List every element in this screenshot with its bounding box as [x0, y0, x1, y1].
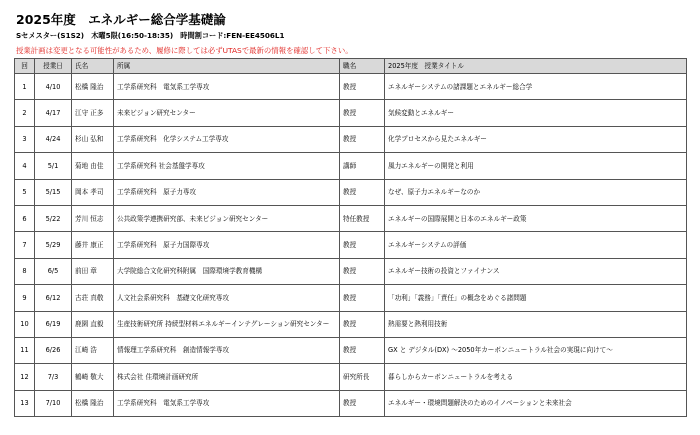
cell-no: 9 [15, 285, 35, 311]
header-date: 授業日 [35, 59, 72, 74]
cell-date: 5/15 [35, 179, 72, 205]
cell-no: 8 [15, 258, 35, 284]
cell-topic: 「功利」「義務」「責任」の概念をめぐる諸問題 [385, 285, 687, 311]
cell-no: 5 [15, 179, 35, 205]
cell-name: 古荘 真敬 [72, 285, 114, 311]
header-position: 職名 [340, 59, 385, 74]
cell-name: 藤井 康正 [72, 232, 114, 258]
table-row [15, 337, 687, 363]
cell-topic: 気候変動とエネルギー [385, 100, 687, 126]
cell-topic: エネルギーシステムの諸課題とエネルギー総合学 [385, 74, 687, 100]
table-header-row [15, 59, 687, 74]
cell-name: 江守 正多 [72, 100, 114, 126]
cell-topic: エネルギー技術の投資とファイナンス [385, 258, 687, 284]
cell-no: 10 [15, 311, 35, 337]
cell-name: 芳川 恒志 [72, 205, 114, 231]
table-row [15, 311, 687, 337]
cell-topic: エネルギーの国際展開と日本のエネルギー政策 [385, 205, 687, 231]
cell-affiliation: 工学系研究科 化学システム工学専攻 [114, 126, 340, 152]
cell-position: 教授 [340, 285, 385, 311]
cell-date: 5/22 [35, 205, 72, 231]
cell-affiliation: 工学系研究科 社会基盤学専攻 [114, 153, 340, 179]
cell-affiliation: 株式会社 住環境計画研究所 [114, 364, 340, 390]
table-row [15, 390, 687, 416]
cell-date: 4/10 [35, 74, 72, 100]
cell-topic: 風力エネルギーの開発と利用 [385, 153, 687, 179]
cell-date: 6/12 [35, 285, 72, 311]
cell-date: 6/19 [35, 311, 72, 337]
cell-affiliation: 工学系研究科 原子力専攻 [114, 179, 340, 205]
cell-date: 7/3 [35, 364, 72, 390]
table-row [15, 179, 687, 205]
cell-position: 教授 [340, 126, 385, 152]
cell-position: 教授 [340, 337, 385, 363]
table-row [15, 232, 687, 258]
cell-position: 教授 [340, 179, 385, 205]
cell-position: 教授 [340, 232, 385, 258]
cell-name: 杉山 弘和 [72, 126, 114, 152]
table-row [15, 126, 687, 152]
header-affiliation: 所属 [114, 59, 340, 74]
session-info: Sセメスター(S1S2) 木曜5限(16:50-18:35) 時間割コード:FEN-EE4506L1 [16, 31, 285, 40]
cell-affiliation: 生産技術研究所 持続型材料エネルギーインテグレーション研究センター [114, 311, 340, 337]
cell-date: 5/29 [35, 232, 72, 258]
cell-position: 講師 [340, 153, 385, 179]
cell-topic: エネルギー・環境問題解決のためのイノベーションと未来社会 [385, 390, 687, 416]
cell-date: 6/5 [35, 258, 72, 284]
schedule-table [14, 58, 687, 417]
cell-name: 松橋 隆治 [72, 390, 114, 416]
cell-name: 鶴崎 敬大 [72, 364, 114, 390]
cell-name: 前田 章 [72, 258, 114, 284]
table-row [15, 258, 687, 284]
table-row [15, 74, 687, 100]
cell-topic: 熱需要と熱利用技術 [385, 311, 687, 337]
cell-position: 教授 [340, 74, 385, 100]
cell-topic: GX と デジタル(DX) ～2050年カーボンニュートラル社会の実現に向けて～ [385, 337, 687, 363]
table-row [15, 364, 687, 390]
cell-date: 4/17 [35, 100, 72, 126]
cell-date: 7/10 [35, 390, 72, 416]
cell-name: 菊地 由佳 [72, 153, 114, 179]
cell-no: 1 [15, 74, 35, 100]
cell-position: 研究所長 [340, 364, 385, 390]
cell-affiliation: 公共政策学連携研究部、未来ビジョン研究センター [114, 205, 340, 231]
table-row [15, 153, 687, 179]
table-row [15, 100, 687, 126]
cell-no: 3 [15, 126, 35, 152]
cell-position: 教授 [340, 311, 385, 337]
cell-name: 江崎 浩 [72, 337, 114, 363]
cell-no: 2 [15, 100, 35, 126]
cell-affiliation: 大学院総合文化研究科附属 国際環境学教育機構 [114, 258, 340, 284]
cell-no: 7 [15, 232, 35, 258]
cell-topic: 化学プロセスから見たエネルギー [385, 126, 687, 152]
cell-no: 6 [15, 205, 35, 231]
page-title: 2025年度 エネルギー総合学基礎論 [16, 12, 226, 27]
cell-position: 教授 [340, 258, 385, 284]
cell-position: 教授 [340, 100, 385, 126]
update-notice: 授業計画は変更となる可能性があるため、履修に際しては必ずUTASで最新の情報を確認して下さい。 [16, 46, 353, 55]
cell-affiliation: 工学系研究科 電気系工学専攻 [114, 74, 340, 100]
cell-topic: なぜ、原子力エネルギーなのか [385, 179, 687, 205]
cell-no: 13 [15, 390, 35, 416]
table-row [15, 205, 687, 231]
cell-date: 5/1 [35, 153, 72, 179]
cell-topic: エネルギーシステムの評価 [385, 232, 687, 258]
cell-affiliation: 工学系研究科 原子力国際専攻 [114, 232, 340, 258]
header-name: 氏名 [72, 59, 114, 74]
header-topic: 2025年度 授業タイトル [385, 59, 687, 74]
cell-no: 12 [15, 364, 35, 390]
cell-affiliation: 未来ビジョン研究センター [114, 100, 340, 126]
cell-name: 松橋 隆治 [72, 74, 114, 100]
cell-affiliation: 情報理工学系研究科 創造情報学専攻 [114, 337, 340, 363]
table-row [15, 285, 687, 311]
cell-name: 鹿園 直毅 [72, 311, 114, 337]
cell-affiliation: 工学系研究科 電気系工学専攻 [114, 390, 340, 416]
cell-no: 4 [15, 153, 35, 179]
cell-position: 教授 [340, 390, 385, 416]
cell-name: 岡本 孝司 [72, 179, 114, 205]
cell-topic: 暮らしからカーボンニュートラルを考える [385, 364, 687, 390]
cell-no: 11 [15, 337, 35, 363]
cell-date: 4/24 [35, 126, 72, 152]
cell-position: 特任教授 [340, 205, 385, 231]
cell-date: 6/26 [35, 337, 72, 363]
header-no: 回 [15, 59, 35, 74]
cell-affiliation: 人文社会系研究科 基礎文化研究専攻 [114, 285, 340, 311]
